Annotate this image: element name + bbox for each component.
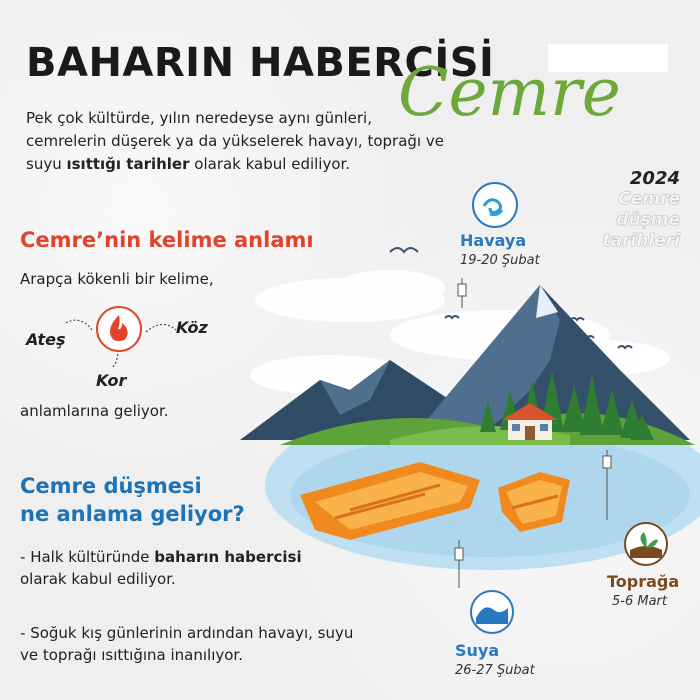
meaning-intro: Arapça kökenli bir kelime, <box>20 270 214 288</box>
fire-diagram <box>40 296 200 376</box>
air-icon <box>470 180 520 230</box>
water-label: Suya <box>455 641 500 660</box>
meaning-heading: Cemre’nin kelime anlamı <box>20 228 314 252</box>
air-pin <box>455 278 469 308</box>
bullet-dash: - <box>20 548 31 566</box>
dates-line: düşme <box>616 210 680 230</box>
question-heading-1: Cemre düşmesi <box>20 474 202 498</box>
bullet-dash: - <box>20 624 31 642</box>
word-ates: Ateş <box>26 330 66 349</box>
arrow-to-kor <box>112 350 118 368</box>
soil-label: Toprağa <box>607 572 680 591</box>
bullet-text-end: olarak kabul ediliyor. <box>20 570 176 588</box>
water-icon <box>468 588 516 636</box>
word-koz: Köz <box>176 318 208 337</box>
bullet-bold: baharın habercisi <box>154 548 302 566</box>
bullet-2 <box>20 622 360 666</box>
intro-text-end: olarak kabul ediliyor. <box>189 155 351 173</box>
air-date: 19-20 Şubat <box>460 253 540 268</box>
arrow-to-koz <box>146 324 176 332</box>
page-title: BAHARIN HABERCİSİ <box>26 40 495 86</box>
question-heading-2: ne anlama geliyor? <box>20 502 245 526</box>
dates-year: 2024 <box>629 168 680 189</box>
air-label: Havaya <box>460 231 527 250</box>
water-pin <box>452 540 466 588</box>
intro-paragraph <box>26 107 446 176</box>
intro-bold: ısıttığı tarihler <box>66 155 190 173</box>
soil-pin <box>600 450 614 520</box>
arrow-to-ates <box>64 320 92 330</box>
script-title: Cemre <box>398 54 621 131</box>
water-date: 26-27 Şubat <box>455 663 535 678</box>
dates-line: tarihleri <box>602 231 680 251</box>
bullet-text: Halk kültüründe <box>30 548 155 566</box>
soil-date: 5-6 Mart <box>612 594 667 609</box>
word-kor: Kor <box>96 371 127 390</box>
bullet-text: Soğuk kış günlerinin ardından havayı, suyu ve toprağı ısıttığına inanılıyor. <box>20 624 354 664</box>
dates-line: Cemre <box>618 189 680 209</box>
meaning-outro: anlamlarına geliyor. <box>20 402 169 420</box>
soil-icon <box>622 520 670 568</box>
fire-circle <box>97 307 141 351</box>
intro-text: Pek çok kültürde, yılın neredeyse aynı günleri, cemrelerin düşerek ya da yükselerek havayı, toprağı ve suyu <box>26 109 444 173</box>
